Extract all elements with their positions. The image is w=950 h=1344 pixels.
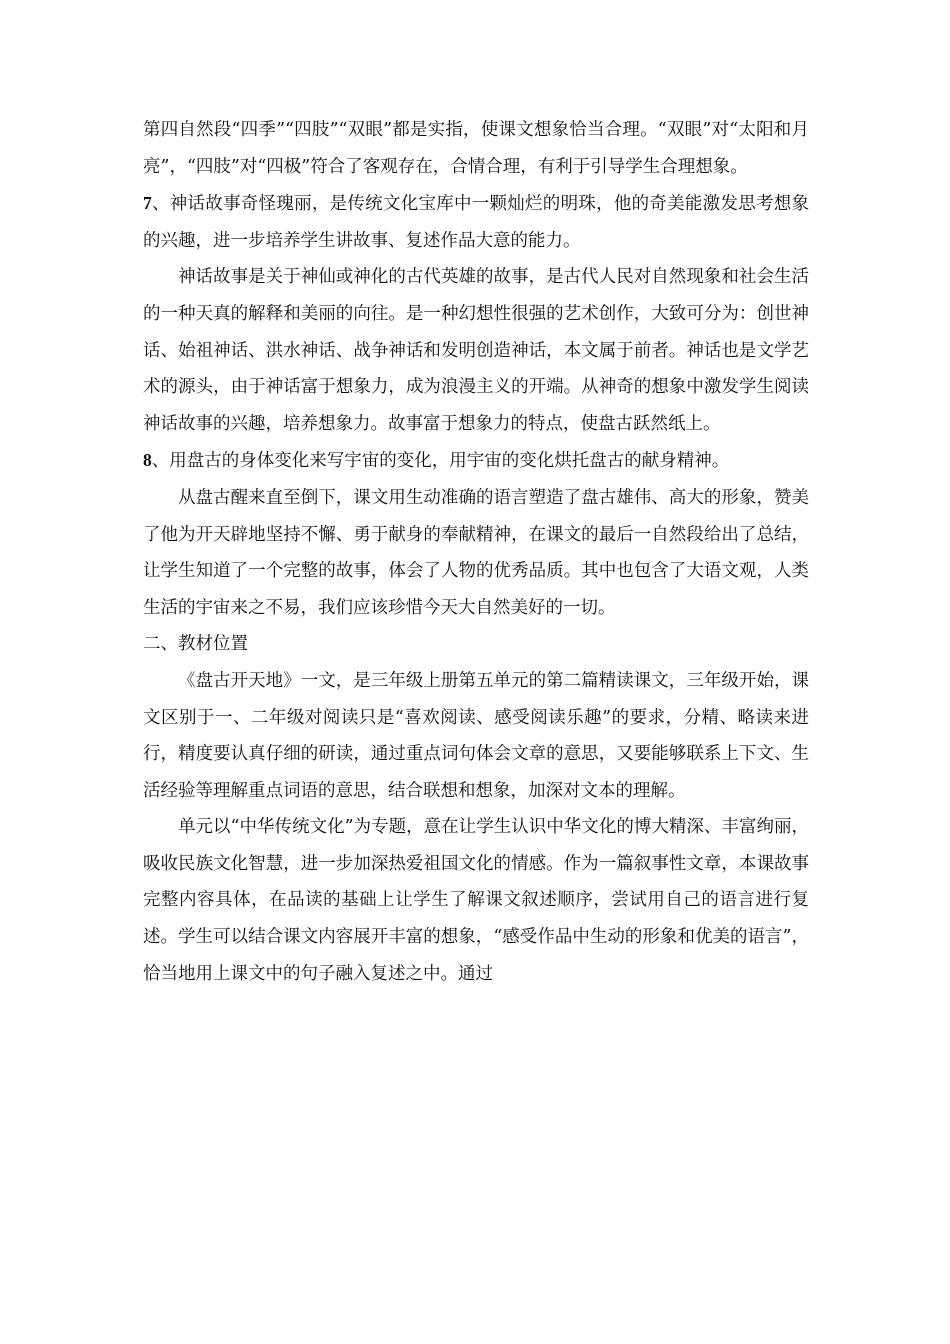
paragraph-textbook-position bbox=[143, 663, 809, 809]
paragraph-item-7 bbox=[143, 185, 809, 259]
heading-text: 二、教材位置 bbox=[143, 634, 248, 655]
paragraph-text: 从盘古醒来直至倒下，课文用生动准确的语言塑造了盘古雄伟、高大的形象，赞美了他为开天辟地坚持不懈、勇于献身的奉献精神，在课文的最后一自然段给出了总结，让学生知道了一个完整的故事，体会了人物的优秀品质。其中也包含了大语文观，人类生活的宇宙来之不易，我们应该珍惜今天大自然美好的一切。 bbox=[143, 487, 809, 618]
item-number: 8 bbox=[143, 450, 152, 471]
paragraph-item-8 bbox=[143, 442, 809, 480]
paragraph-unit-theme bbox=[143, 809, 809, 992]
paragraph-text: 、神话故事奇怪瑰丽，是传统文化宝库中一颗灿烂的明珠，他的奇美能激发思考想象的兴趣，进一步培养学生讲故事、复述作品大意的能力。 bbox=[143, 194, 809, 251]
paragraph-text: 、用盘古的身体变化来写宇宙的变化，用宇宙的变化烘托盘古的献身精神。 bbox=[151, 451, 730, 472]
paragraph-text: 单元以“中华传统文化”为专题，意在让学生认识中华文化的博大精深、丰富绚丽，吸收民族文化智慧，进一步加深热爱祖国文化的情感。作为一篇叙事性文章，本课故事完整内容具体，在品读的基础上让学生了解课文叙述顺序，尝试用自己的语言进行复述。学生可以结合课文内容展开丰富的想象，“感受作品中生动的形象和优美的语言”，恰当地用上课文中的句子融入复述之中。通过 bbox=[143, 817, 809, 984]
document-page bbox=[143, 112, 809, 992]
item-number: 7 bbox=[143, 193, 152, 214]
paragraph-continuation bbox=[143, 112, 809, 185]
section-heading bbox=[143, 626, 809, 663]
paragraph-myth-explanation bbox=[143, 259, 809, 442]
paragraph-text: 神话故事是关于神仙或神化的古代英雄的故事，是古代人民对自然现象和社会生活的一种天真的解释和美丽的向往。是一种幻想性很强的艺术创作，大致可分为：创世神话、始祖神话、洪水神话、战争神话和发明创造神话，本文属于前者。神话也是文学艺术的源头，由于神话富于想象力，成为浪漫主义的开端。从神奇的想象中激发学生阅读神话故事的兴趣，培养想象力。故事富于想象力的特点，使盘古跃然纸上。 bbox=[143, 267, 809, 434]
paragraph-pangu-spirit bbox=[143, 480, 809, 626]
paragraph-text: 第四自然段“四季”“四肢”“双眼”都是实指，使课文想象恰当合理。“双眼”对“太阳和月亮”，“四肢”对“四极”符合了客观存在，合情合理，有利于引导学生合理想象。 bbox=[143, 120, 809, 177]
paragraph-text: 《盘古开天地》一文，是三年级上册第五单元的第二篇精读课文，三年级开始，课文区别于一、二年级对阅读只是“喜欢阅读、感受阅读乐趣”的要求，分精、略读来进行，精度要认真仔细的研读，通过重点词句体会文章的意思，又要能够联系上下文、生活经验等理解重点词语的意思，结合联想和想象，加深对文本的理解。 bbox=[143, 670, 809, 801]
